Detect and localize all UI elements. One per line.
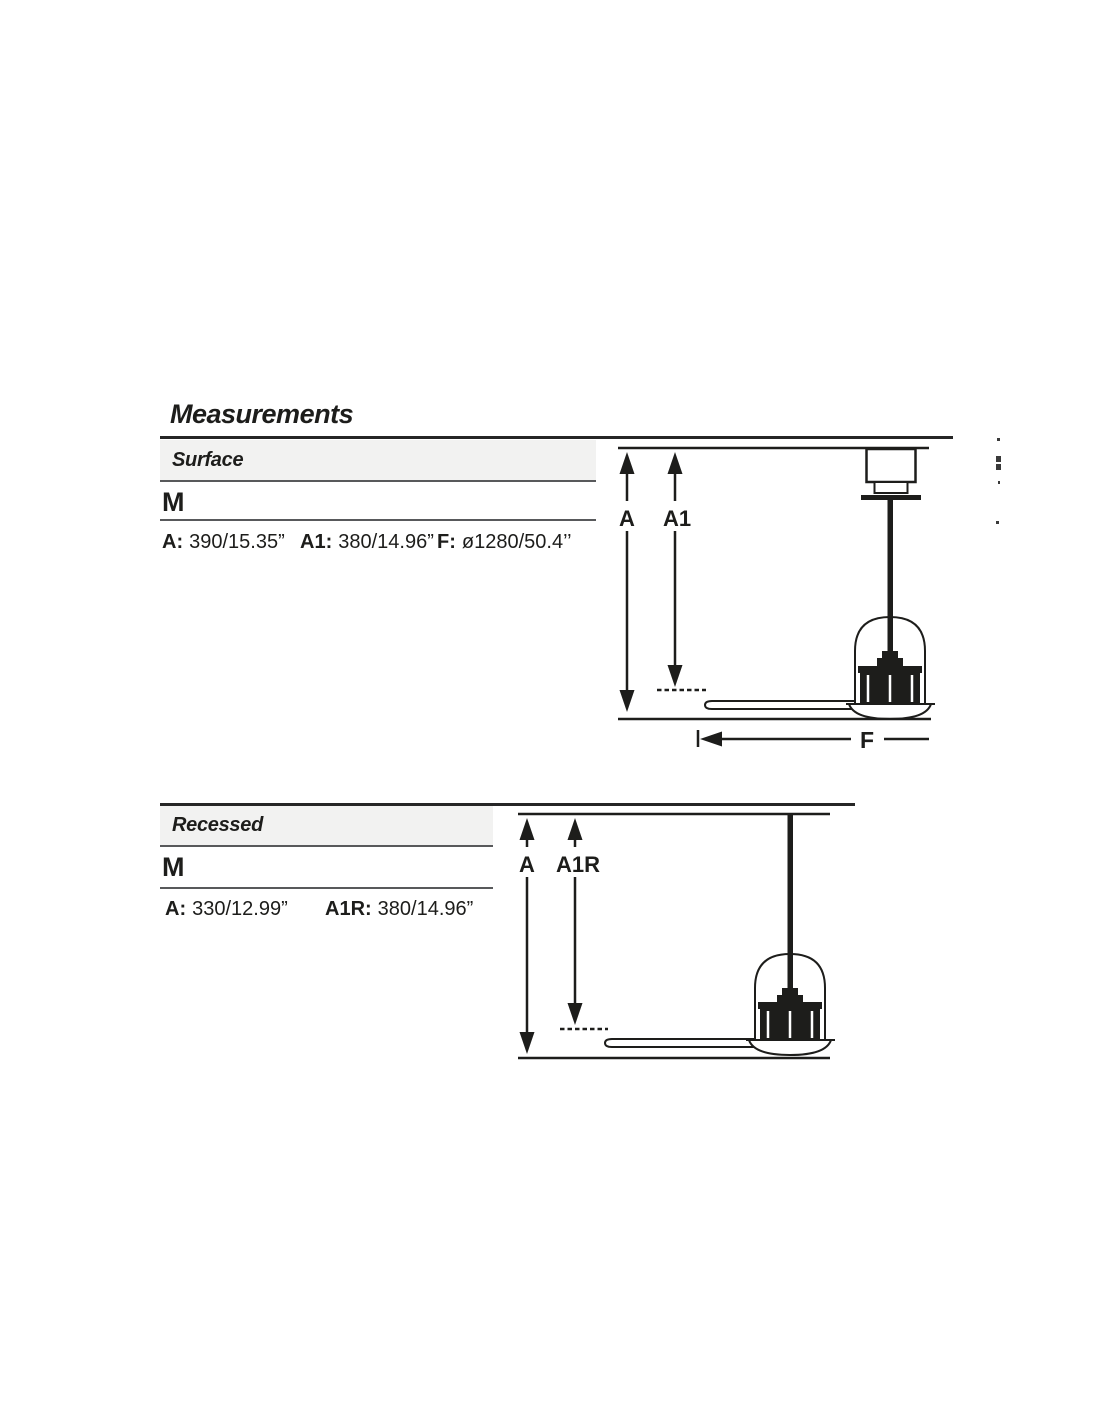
dimension-item-a1r [325, 898, 473, 921]
arrow-label-a1r: A1R [555, 852, 601, 877]
dimension-label: A: [165, 898, 187, 920]
recessed-model-label: M [162, 852, 185, 882]
surface-canopy [861, 449, 921, 498]
recessed-dimensions [165, 898, 473, 921]
surface-model-label: M [162, 487, 185, 517]
dimension-label: A1R: [325, 898, 372, 920]
dimension-value: 330/12.99” [192, 898, 288, 920]
surface-mounting-diagram [595, 430, 965, 760]
dimension-label: F: [437, 531, 456, 553]
dimension-label-f: F [859, 727, 875, 753]
recessed-header-bar [160, 806, 493, 845]
dimension-label: A1: [300, 531, 333, 553]
dimension-item-a [162, 531, 300, 554]
dimension-arrow-a1 [657, 452, 706, 690]
dimension-item-f [437, 531, 572, 554]
recessed-model-underline [160, 887, 493, 889]
diffuser-bowl [846, 704, 935, 719]
page-title: Measurements [170, 399, 354, 429]
diffuser-bowl [746, 1040, 835, 1055]
fan-blade [605, 1039, 764, 1047]
dimension-arrow-a1r [551, 818, 613, 1029]
surface-dimensions [162, 531, 572, 554]
surface-model-underline [160, 519, 596, 521]
surface-header-label: Surface [172, 448, 244, 471]
diameter-dimension-f [698, 727, 929, 753]
dimension-value: 380/14.96” [377, 898, 474, 920]
suspension-rod [788, 814, 794, 1000]
recessed-header-underline [160, 845, 493, 847]
arrow-label-a: A [619, 506, 635, 531]
surface-header-bar [160, 440, 596, 480]
arrow-label-a1: A1 [662, 506, 692, 531]
suspension-rod [888, 500, 894, 653]
arrow-label-a: A [519, 852, 535, 877]
recessed-mounting-diagram [495, 795, 875, 1085]
surface-header-underline [160, 480, 596, 482]
dimension-value: ø1280/50.4’’ [461, 531, 572, 553]
fan-blade [705, 701, 864, 709]
dimension-arrow-a [613, 452, 641, 712]
dimension-arrow-a [513, 818, 541, 1054]
recessed-header-label: Recessed [172, 814, 263, 836]
dimension-item-a [165, 898, 325, 921]
dimension-item-a1 [300, 531, 437, 554]
dimension-value: 390/15.35” [189, 531, 285, 553]
dimension-label: A: [162, 531, 184, 553]
dimension-value: 380/14.96” [338, 531, 434, 553]
